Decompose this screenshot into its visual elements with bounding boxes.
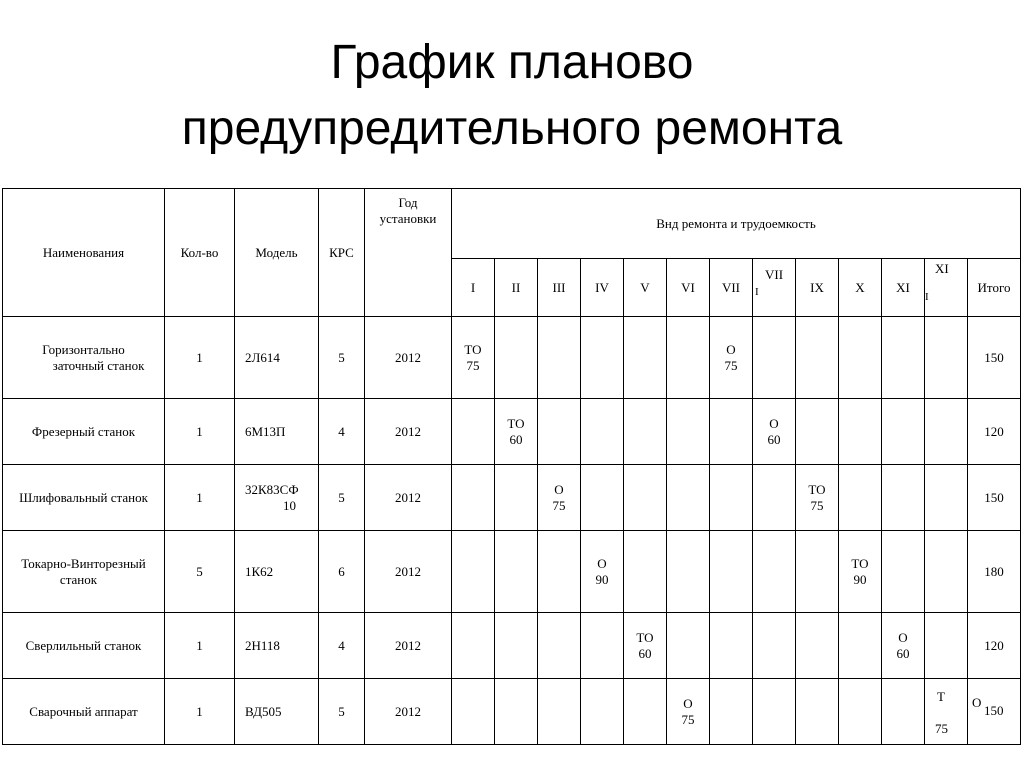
equipment-model: ВД505: [235, 679, 319, 745]
repair-cell: [452, 317, 495, 399]
equipment-year: 2012: [365, 679, 452, 745]
table-header-row-1: [3, 189, 1021, 259]
repair-cell: [581, 465, 624, 531]
repair-cell: [624, 465, 667, 531]
repair-cell: [882, 531, 925, 613]
equipment-name: Фрезерный станок: [3, 399, 165, 465]
repair-hours: 75: [810, 497, 824, 513]
repair-cell: [538, 465, 581, 531]
header-year-line-1: Год: [398, 195, 418, 210]
repair-type: О: [554, 481, 564, 497]
month-header: VII: [710, 259, 753, 317]
repair-cell: [710, 679, 753, 745]
equipment-qty: 5: [165, 531, 235, 613]
table-row: [3, 317, 1021, 399]
table-row: [3, 399, 1021, 465]
repair-type: О: [726, 341, 736, 357]
row-total: 150: [968, 317, 1021, 399]
equipment-name-line-2: заточный станок: [52, 357, 145, 373]
month-header-label: I: [925, 291, 929, 303]
table-row: [3, 679, 1021, 745]
equipment-krs: 6: [319, 531, 365, 613]
month-header: [925, 259, 968, 317]
equipment-name-line-2: станок: [59, 571, 98, 587]
repair-cell: [753, 465, 796, 531]
month-header: [753, 259, 796, 317]
repair-type: О: [898, 629, 908, 645]
repair-hours: 75: [935, 721, 948, 736]
repair-cell: [581, 679, 624, 745]
page-title-line-2: предупредительного ремонта: [181, 102, 843, 155]
total-header: Итого: [968, 259, 1021, 317]
repair-cell: [753, 613, 796, 679]
repair-cell: [495, 317, 538, 399]
repair-cell: [710, 465, 753, 531]
repair-hours: 75: [552, 497, 566, 513]
repair-cell: [538, 531, 581, 613]
repair-cell: [581, 317, 624, 399]
repair-cell: [925, 317, 968, 399]
equipment-name: Шлифовальный станок: [3, 465, 165, 531]
repair-cell: [581, 613, 624, 679]
repair-type: ТО: [808, 481, 826, 497]
month-header: V: [624, 259, 667, 317]
month-header-label: VII: [765, 267, 784, 282]
month-header: I: [452, 259, 495, 317]
equipment-qty: 1: [165, 465, 235, 531]
header-year-line-2: установки: [379, 211, 437, 226]
repair-cell: [882, 317, 925, 399]
month-header: II: [495, 259, 538, 317]
repair-cell: [839, 399, 882, 465]
row-total-value: 150: [984, 703, 1004, 718]
equipment-year: 2012: [365, 317, 452, 399]
page-title: [0, 30, 1024, 162]
repair-hours: 60: [767, 431, 781, 447]
repair-type: ТО: [507, 415, 525, 431]
equipment-krs: 5: [319, 317, 365, 399]
equipment-model: 2Н118: [235, 613, 319, 679]
equipment-krs: 4: [319, 613, 365, 679]
equipment-model: 1К62: [235, 531, 319, 613]
repair-cell: [452, 613, 495, 679]
month-header-label: I: [755, 286, 759, 298]
repair-cell: [753, 399, 796, 465]
repair-cell: [538, 399, 581, 465]
repair-cell: [839, 465, 882, 531]
repair-hours: 75: [681, 711, 695, 727]
equipment-year: 2012: [365, 399, 452, 465]
repair-cell: [882, 465, 925, 531]
repair-cell: [624, 531, 667, 613]
repair-cell: [452, 399, 495, 465]
row-total: 150: [968, 465, 1021, 531]
repair-cell: [667, 465, 710, 531]
month-header: VI: [667, 259, 710, 317]
month-header: III: [538, 259, 581, 317]
repair-cell: [452, 679, 495, 745]
header-qty: Кол-во: [165, 189, 235, 317]
repair-cell: [882, 613, 925, 679]
repair-cell: [882, 399, 925, 465]
equipment-qty: 1: [165, 613, 235, 679]
repair-cell: [710, 399, 753, 465]
repair-cell: [796, 399, 839, 465]
equipment-year: 2012: [365, 613, 452, 679]
repair-cell: [796, 679, 839, 745]
repair-cell: [667, 399, 710, 465]
repair-cell: [581, 399, 624, 465]
header-model: Модель: [235, 189, 319, 317]
equipment-model: 6М13П: [235, 399, 319, 465]
repair-type: ТО: [464, 341, 482, 357]
header-krs: КРС: [319, 189, 365, 317]
table-row: [3, 465, 1021, 531]
repair-cell: [495, 399, 538, 465]
repair-type: О: [769, 415, 779, 431]
repair-cell: [624, 613, 667, 679]
repair-type: ТО: [636, 629, 654, 645]
equipment-model: 2Л614: [235, 317, 319, 399]
repair-cell: [925, 613, 968, 679]
repair-cell: [538, 317, 581, 399]
repair-cell: [538, 613, 581, 679]
equipment-name: Сверлильный станок: [3, 613, 165, 679]
repair-cell: [710, 531, 753, 613]
repair-cell: [753, 531, 796, 613]
repair-cell: [796, 465, 839, 531]
equipment-year: 2012: [365, 465, 452, 531]
row-total-prefix: О: [972, 695, 982, 710]
repair-hours: 90: [595, 571, 609, 587]
month-header: X: [839, 259, 882, 317]
repair-hours: 60: [896, 645, 910, 661]
repair-cell: [667, 613, 710, 679]
repair-hours: 75: [466, 357, 480, 373]
table-row: [3, 531, 1021, 613]
equipment-krs: 5: [319, 465, 365, 531]
row-total: 120: [968, 399, 1021, 465]
table-row: [3, 613, 1021, 679]
month-header-label: XI: [935, 261, 949, 276]
month-header: XI: [882, 259, 925, 317]
month-header: IX: [796, 259, 839, 317]
repair-hours: 90: [853, 571, 867, 587]
repair-cell: [495, 531, 538, 613]
repair-hours: 60: [638, 645, 652, 661]
repair-cell: [839, 679, 882, 745]
month-header: IV: [581, 259, 624, 317]
repair-hours: 75: [724, 357, 738, 373]
row-total: 180: [968, 531, 1021, 613]
repair-cell: [796, 531, 839, 613]
repair-type: ТО: [851, 555, 869, 571]
repair-cell: [839, 531, 882, 613]
repair-cell: [925, 679, 968, 745]
repair-cell: [925, 531, 968, 613]
repair-cell: [667, 531, 710, 613]
repair-cell: [710, 317, 753, 399]
equipment-qty: 1: [165, 317, 235, 399]
repair-cell: [581, 531, 624, 613]
equipment-krs: 4: [319, 399, 365, 465]
equipment-model-line-1: 32К83СФ: [245, 481, 299, 497]
repair-cell: [495, 613, 538, 679]
repair-type: Т: [937, 689, 945, 704]
repair-type: О: [597, 555, 607, 571]
page-title-line-1: График планово: [330, 36, 694, 89]
equipment-year: 2012: [365, 531, 452, 613]
equipment-qty: 1: [165, 679, 235, 745]
repair-cell: [667, 679, 710, 745]
equipment-qty: 1: [165, 399, 235, 465]
repair-cell: [624, 399, 667, 465]
repair-cell: [452, 465, 495, 531]
repair-cell: [624, 679, 667, 745]
repair-cell: [925, 399, 968, 465]
maintenance-schedule-table: [2, 188, 1021, 745]
repair-cell: [882, 679, 925, 745]
repair-cell: [796, 317, 839, 399]
header-repair-types: Внд ремонта и трудоемкость: [452, 189, 1021, 259]
equipment-name: [3, 531, 165, 613]
repair-cell: [753, 679, 796, 745]
repair-hours: 60: [509, 431, 523, 447]
row-total: 120: [968, 613, 1021, 679]
equipment-name: Сварочный аппарат: [3, 679, 165, 745]
equipment-model-line-2: 10: [283, 497, 296, 513]
equipment-name-line-1: Токарно-Винторезный: [21, 555, 146, 571]
repair-cell: [796, 613, 839, 679]
repair-cell: [839, 317, 882, 399]
equipment-name: [3, 317, 165, 399]
header-name: Наименования: [3, 189, 165, 317]
equipment-model: [235, 465, 319, 531]
repair-type: О: [683, 695, 693, 711]
equipment-krs: 5: [319, 679, 365, 745]
header-year: [365, 189, 452, 317]
repair-cell: [452, 531, 495, 613]
repair-cell: [495, 679, 538, 745]
repair-cell: [667, 317, 710, 399]
repair-cell: [839, 613, 882, 679]
equipment-name-line-1: Горизонтально: [42, 341, 125, 357]
row-total: [968, 679, 1021, 745]
repair-cell: [538, 679, 581, 745]
repair-cell: [495, 465, 538, 531]
repair-cell: [624, 317, 667, 399]
repair-cell: [710, 613, 753, 679]
repair-cell: [925, 465, 968, 531]
repair-cell: [753, 317, 796, 399]
